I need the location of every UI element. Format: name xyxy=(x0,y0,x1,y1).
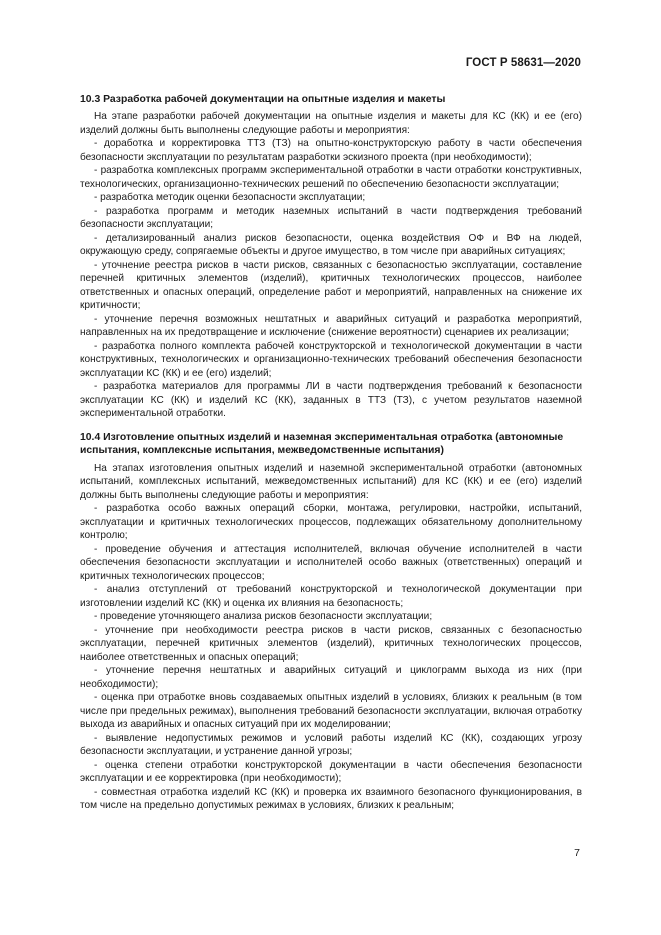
document-id-header: ГОСТ Р 58631—2020 xyxy=(465,57,581,69)
section-spacer xyxy=(80,421,582,431)
section-10-4 xyxy=(80,431,582,813)
list-item: - совместная отработка изделий КС (КК) и проверка их взаимного безопасного функционирования, в том числе на предельно допустимых режимах в условиях, близких к реальным; xyxy=(80,786,582,812)
paragraph: На этапе разработки рабочей документации на опытные изделия и макеты для КС (КК) и ее (его) изделий должны быть выполнены следующие работы и мероприятия: xyxy=(80,111,582,136)
list-item: - доработка и корректировка ТТЗ (ТЗ) на опытно-конструкторскую работу в части обеспечения безопасности эксплуатации по результатам разработки эскизного проекта (при необходимости); xyxy=(80,138,582,163)
list-item: - разработка комплексных программ экспериментальной отработки в части отработки конструктивных, технологических, организационно-технических решений по обеспечению безопасности эксплуатации; xyxy=(80,165,582,190)
list-item: - уточнение перечня нештатных и аварийных ситуаций и циклограмм выхода из них (при необходимости); xyxy=(80,665,582,690)
list-item: - оценка при отработке вновь создаваемых опытных изделий в условиях, близких к реальным (в том числе при предельных режимах), выполнения требований безопасности эксплуатации, включая отработку выхода из аварийных и опасных ситуаций при их моделировании; xyxy=(80,692,582,731)
list-item: - детализированный анализ рисков безопасности, оценка воздействия ОФ и ВФ на людей, окружающую среду, сопрягаемые объекты и другое имущество, в том числе при аварийных ситуациях; xyxy=(80,232,582,258)
list-item: - оценка степени отработки конструкторской документации в части обеспечения безопасности эксплуатации и ее корректировка (при необходимости); xyxy=(80,759,582,785)
list-item: - выявление недопустимых режимов и условий работы изделий КС (КК), создающих угрозу безопасности эксплуатации, и устранение данной угрозы; xyxy=(80,732,582,758)
list-item: - разработка особо важных операций сборки, монтажа, регулировки, настройки, испытаний, эксплуатации и критичных технологических процессов, подлежащих обязательному дополнительному контролю; xyxy=(80,503,582,542)
list-item: - проведение уточняющего анализа рисков безопасности эксплуатации; xyxy=(94,611,433,623)
list-item: - уточнение перечня возможных нештатных и аварийных ситуаций и разработка мероприятий, направленных на их предотвращение и исключение (снижение вероятности) сценариев их реализации; xyxy=(80,313,582,339)
section-10-3 xyxy=(80,93,582,421)
list-item: - анализ отступлений от требований конструкторской и технологической документации при изготовлении изделий КС (КК) и оценка их влияния на безопасность; xyxy=(80,584,582,609)
section-heading: 10.4 Изготовление опытных изделий и наземная экспериментальная отработка (автономные испытания, комплексные испытания, межведомственные испытания) xyxy=(80,431,564,457)
list-item: - проведение обучения и аттестация исполнителей, включая обучение исполнителей в части обеспечения безопасности эксплуатации и исполнителей особо важных (ответственных) операций и критичных технологических процессов; xyxy=(80,543,582,582)
list-item: - разработка полного комплекта рабочей конструкторской и технологической документации в части конструктивных, технологических и организационно-технических требований обеспечения безопасности эксплуатации КС (КК) и ее (его) изделий; xyxy=(80,340,582,379)
document-body xyxy=(80,93,582,813)
list-item: - разработка материалов для программы ЛИ в части подтверждения требований к безопасности эксплуатации КС (КК) и изделий КС (КК), заданных в ТТЗ (ТЗ), с учетом результатов наземной экспериментальной отработки. xyxy=(80,381,582,420)
list-item: - разработка методик оценки безопасности эксплуатации; xyxy=(94,192,366,204)
list-item: - уточнение при необходимости реестра рисков в части рисков, связанных с безопасностью эксплуатации, перечней критичных элементов (изделий), критичных технологических процессов, наиболее ответственных и опасных операций; xyxy=(80,624,582,663)
section-heading: 10.3 Разработка рабочей документации на опытные изделия и макеты xyxy=(80,94,446,105)
list-item: - разработка программ и методик наземных испытаний в части подтверждения требований безопасности эксплуатации; xyxy=(80,205,582,231)
list-item: - уточнение реестра рисков в части рисков, связанных с безопасностью эксплуатации, составление перечней критичных элементов (изделий), критичных технологических процессов, наиболее ответственных и опасных операций, определение работ и мероприятий, направленных на снижение их критичности; xyxy=(80,259,582,312)
page-number: 7 xyxy=(574,847,580,859)
paragraph: На этапах изготовления опытных изделий и наземной экспериментальной отработки (автономных испытаний, комплексных испытаний, межведомственных испытаний) для КС (КК) и ее (его) изделий должны быть выполнены следующие работы и мероприятия: xyxy=(80,462,582,501)
